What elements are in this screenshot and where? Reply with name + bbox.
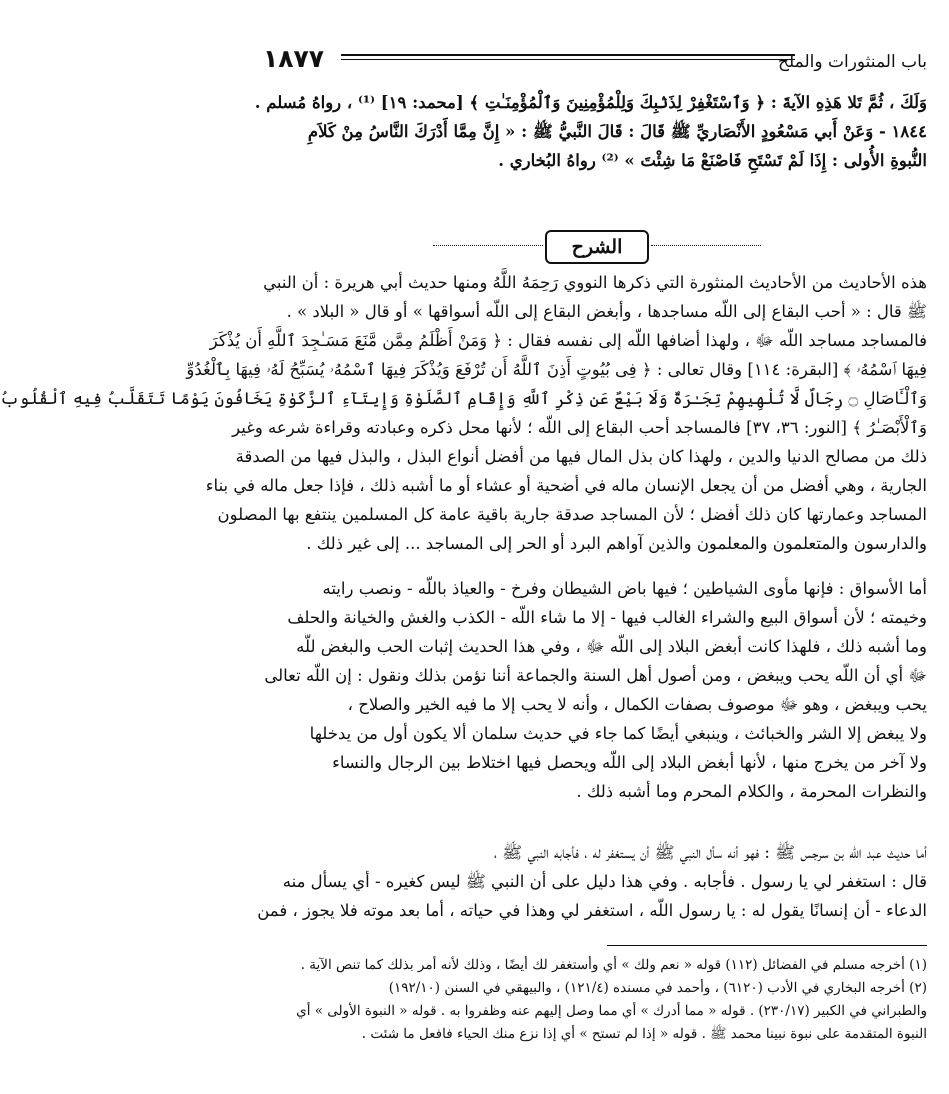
footnote-line: (٢) أخرجه البخاري في الأدب (٦١٢٠) ، وأحمد في مسنده (١٢١/٤) ، والبيهقي في السنن (١٩٢/١٠) [388,980,927,996]
markets-paragraph [263,574,927,806]
footnote-divider [607,945,927,946]
commentary-paragraph [0,268,927,558]
text-line: ﷺ قال : « أحب البقاع إلى اللّه مساجدها ، وأبغض البقاع إلى اللّه أسواقها » أو قال « البلاد » . [286,302,927,321]
section-heading [263,228,927,264]
text-line: وخيمته ؛ لأن أسواق البيع والشراء الغالب فيها - إلا ما شاء اللّه - الكذب والغش والخيانة والحلف [287,608,927,627]
footnote-line: والطبراني في الكبير (٢٣٠/١٧) . قوله « مما أدرك » أي مما وصل إليهم عنه وظفروا به . قوله « النبوة الأولى » أي [296,1003,927,1019]
text-line: أما حديث عبد اللّه بن سرجس ﷺ : فهو أنه سأل النبي ﷺ أن يستغفر له ، فأجابه النبي ﷺ ، [493,843,927,862]
text-line: ١٨٤٤ - وَعَنْ أَبي مَسْعُودٍ الأَنْصَاريِّ ﷺ قَالَ : قَالَ النَّبيُّ ﷺ : « إِنَّ مِمَّا أَدْرَكَ النَّاسُ مِنْ كَلاَمِ [307,122,927,141]
text-line: وَلَكَ ، ثُمَّ تَلا هَذِهِ الآيةَ : ﴿ وَٱسْتَغْفِرْ لِذَنۢبِكَ وَلِلْمُؤْمِنِينَ وَٱلْمُؤْمِنَـٰتِ ﴾ [محمد: ١٩] ⁽¹⁾ ، رواهُ مُسلم . [254,93,927,112]
footnote-line: (١) أخرجه مسلم في الفضائل (١١٢) قوله « نعم ولك » أي وأستغفر لك أيضًا ، وذلك لأنه أمر بذلك كما تنص الآية . [300,957,927,973]
text-line: وما أشبه ذلك ، فلهذا كانت أبغض البلاد إلى اللّه ﷻ ، وفي هذا الحديث إثبات الحب والبغض للّه [296,637,927,656]
page-header [263,38,927,78]
footnote-line: النبوة المتقدمة على نبوة نبينا محمد ﷺ . قوله « إذا لم تستح » أي إذا نزع منك الحياء فافعل ما شئت . [361,1026,927,1042]
hadith-text [254,88,927,175]
text-line: والنظرات المحرمة ، والكلام المحرم وما أشبه ذلك . [576,782,927,801]
text-line: هذه الأحاديث من الأحاديث المنثورة التي ذكرها النووي رَحِمَهُ اللَّهُ ومنها حديث أبي هريرة : أن النبي [263,273,927,292]
abdullah-paragraph [257,838,927,925]
text-line: يحب ويبغض ، وهو ﷻ موصوف بصفات الكمال ، وأنه لا يحب إلا ما فيه الخير والصلاح ، [347,695,927,714]
text-line: ﷻ أي أن اللّه يحب ويبغض ، ومن أصول أهل السنة والجماعة أننا نؤمن بذلك ونقول : إن اللّه تعالى [264,666,927,685]
text-line: أما الأسواق : فإنها مأوى الشياطين ؛ فيها باض الشيطان وفرخ - والعياذ باللّه - ونصب رايته [322,579,927,598]
ornament-divider [651,245,761,246]
chapter-title: باب المنثورات والملح [778,52,927,72]
text-line: قال : استغفر لي يا رسول . فأجابه . وفي هذا دليل على أن النبي ﷺ ليس كغيره - أي يسأل منه [282,872,927,891]
text-line: الدعاء - أن إنسانًا يقول له : يا رسول اللّه ، استغفر لي وهذا في حياته ، أما بعد موته فلا يجوز ، فمن [257,901,927,920]
text-line: النُّبوةِ الأُولى : إِذَا لَمْ تَسْتَحِ فَاصْنَعْ مَا شِئْتَ » ⁽²⁾ رواهُ البُخاري . [498,151,927,170]
header-rule-thick [341,54,795,56]
section-heading-label: الشرح [545,230,649,264]
text-line: ولا يبغض إلا الشر والخبائث ، وينبغي أيضًا كما جاء في حديث سلمان ألا يكون أول من يدخلها [309,724,927,743]
header-rule-thin [341,59,795,60]
text-line: فِيهَا ٱسْمُهُۥ ﴾ [البقرة: ١١٤] وقال تعالى : ﴿ فِى بُيُوتٍ أَذِنَ ٱللَّهُ أَن تُرْفَعَ وَيُذْكَرَ فِيهَا ٱسْمُهُۥ يُسَبِّحُ لَهُۥ فِيهَا بِٱلْغُدُوِّ [186,360,927,379]
text-line: الجارية ، وهي أفضل من أن يجعل الإنسان ماله في أضحية أو عشاء أو ما أشبه ذلك ، فإذا جعل ماله في بناء [205,476,927,495]
text-line: وَٱلْـَٔاصَالِ ۝ رِجَالٌ لَّا تُلْهِيهِمْ تِجَـٰرَةٌ وَلَا بَيْعٌ عَن ذِكْرِ ٱللَّهِ وَإِقَامِ ٱلصَّلَوٰةِ وَإِيتَآءِ ٱلزَّكَوٰةِ يَخَافُونَ يَوْمًا تَتَقَلَّبُ فِيهِ ٱلْقُلُوبُ [0,389,927,408]
ornament-divider [433,245,543,246]
footnotes [263,954,927,1046]
text-line: ولا آخر من يخرج منها ، لأنها أبغض البلاد إلى اللّه ويحصل فيها اختلاط بين الرجال والنساء [332,753,927,772]
page-number: ١٨٧٧ [263,44,325,73]
text-line: وَٱلْأَبْصَـٰرُ ﴾ [النور: ٣٦، ٣٧] فالمساجد أحب البقاع إلى اللّه ؛ لأنها محل ذكره وعبادته وقراءة شرعه وغير [232,418,927,437]
text-line: ذلك من مصالح الدنيا والدين ، ولهذا كان بذل المال فيها من أفضل أنواع البذل ، والبذل فيها من الصدقة [235,447,927,466]
text-line: فالمساجد مساجد اللّه ﷻ ، ولهذا أضافها اللّه إلى نفسه فقال : ﴿ وَمَنْ أَظْلَمُ مِمَّن مَّنَعَ مَسَـٰجِدَ ٱللَّهِ أَن يُذْكَرَ [209,331,927,350]
text-line: المساجد وعمارتها كان ذلك أفضل ؛ لأن المساجد صدقة جارية باقية عامة كل المسلمين ينتفع بها المصلون [217,505,927,524]
text-line: والدارسون والمتعلمون والمعلمون والذين آواهم البرد أو الحر إلى المساجد ... إلى غير ذلك . [306,534,927,553]
